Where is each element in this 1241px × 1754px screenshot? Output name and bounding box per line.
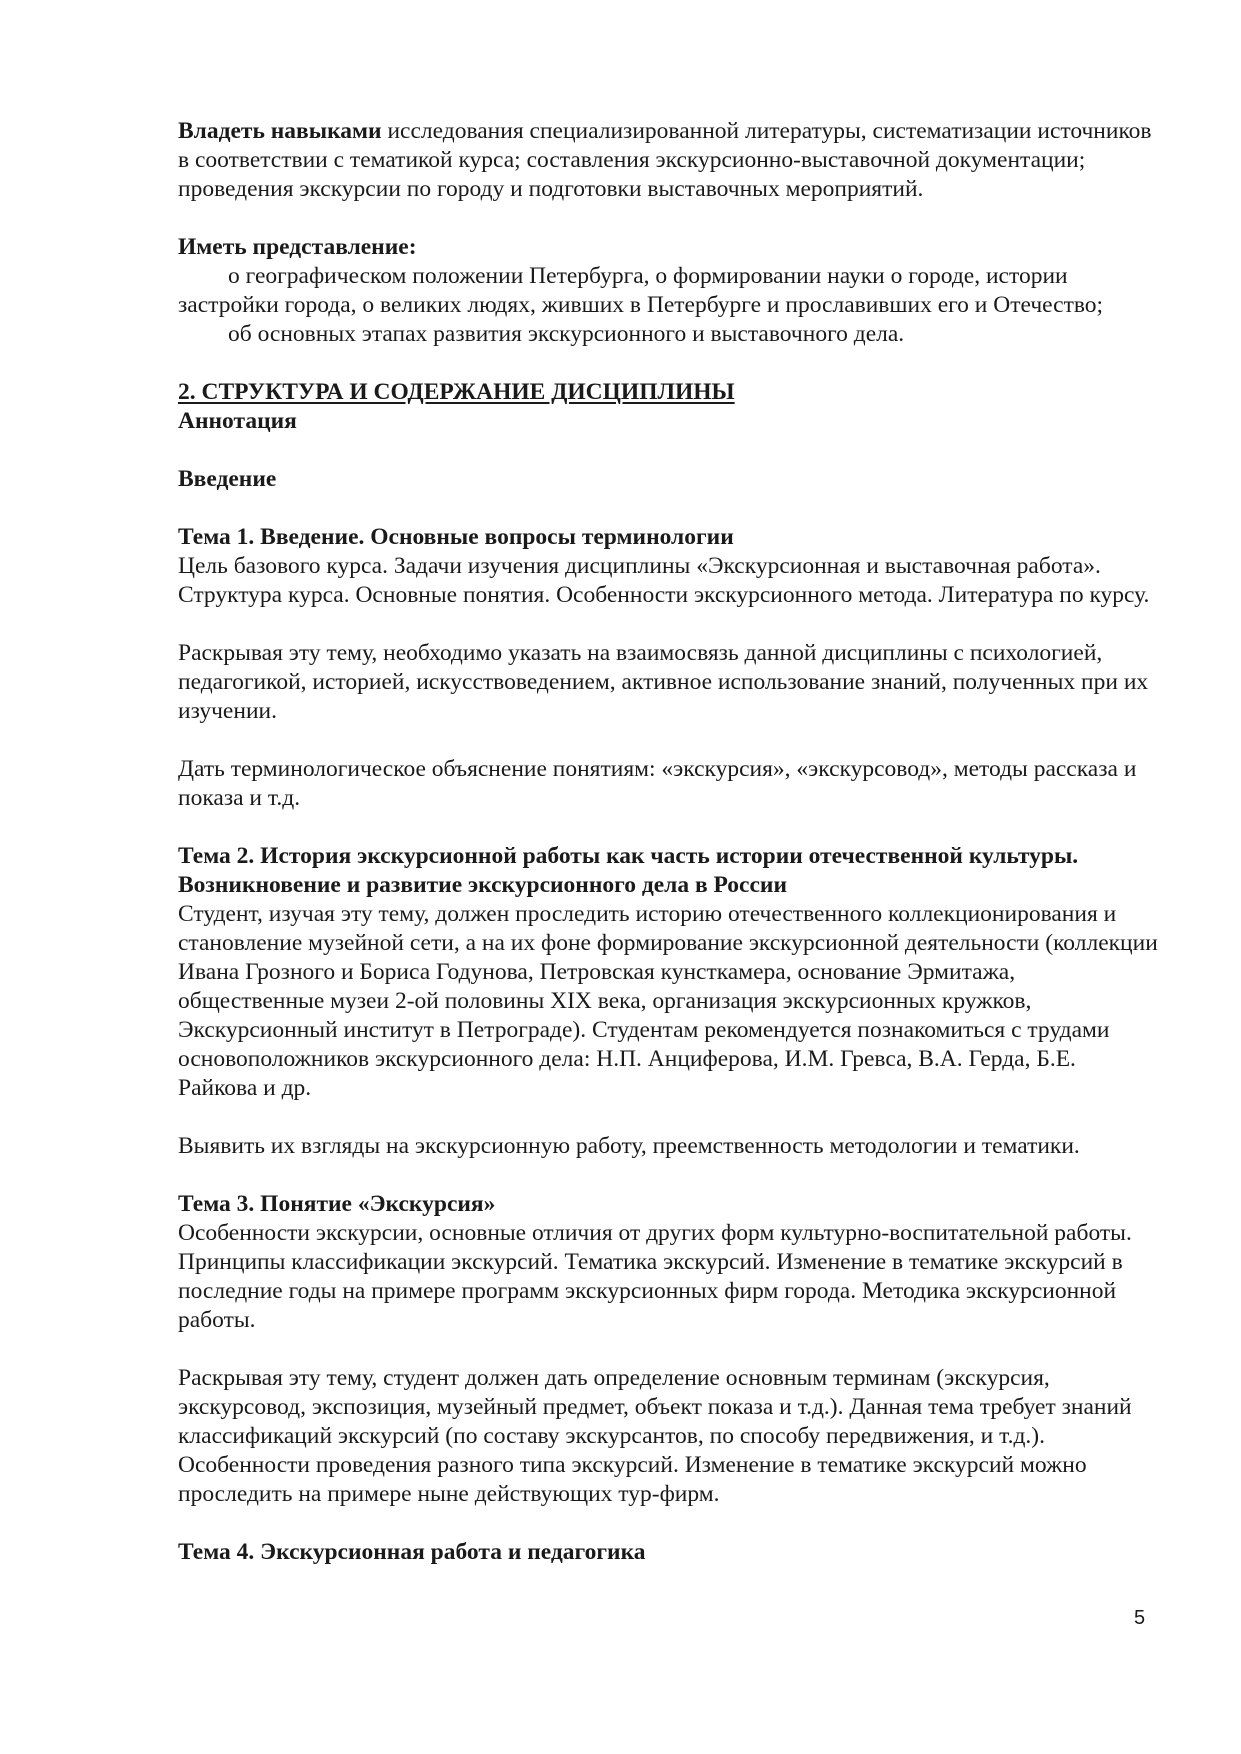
skills-text: исследования специализированной литературы, систематизации источников в соответствии с тематикой курса; составления экскурсионно-выставочной документации; проведения экскурсии по городу и подготовки выставочных мероприятий. bbox=[178, 118, 1152, 202]
topic-2-paragraph-2: Выявить их взгляды на экскурсионную работу, преемственность методологии и тематики. bbox=[178, 1133, 1080, 1159]
skills-lead: Владеть навыками bbox=[178, 118, 382, 144]
topic-1-title: Тема 1. Введение. Основные вопросы терминологии bbox=[178, 524, 734, 550]
topic-1-paragraph-3: Дать терминологическое объяснение понятиям: «экскурсия», «экскурсовод», методы рассказа и показа и т.д. bbox=[178, 756, 1137, 811]
topic-1-paragraph-2: Раскрывая эту тему, необходимо указать на взаимосвязь данной дисциплины с психологией, педагогикой, историей, искусствоведением, активное использование знаний, полученных при их изучении. bbox=[178, 640, 1149, 724]
topic-2-paragraph-1: Студент, изучая эту тему, должен проследить историю отечественного коллекционирования и становление музейной сети, а на их фоне формирование экскурсионной деятельности (коллекции Ивана Грозного и Бориса Годунова, Петровская кунсткамера, основание Эрмитажа, общественные музеи 2-ой половины XIX века, организация экскурсионных кружков, Экскурсионный институт в Петрограде). Студентам рекомендуется познакомиться с трудами основоположников экскурсионного дела: Н.П. Анциферова, И.М. Гревса, В.А. Герда, Б.Е. Райкова и др. bbox=[178, 901, 1158, 1101]
intro-heading: Введение bbox=[178, 466, 277, 492]
topic-2-title: Тема 2. История экскурсионной работы как часть истории отечественной культуры. Возникновение и развитие экскурсионного дела в России bbox=[178, 843, 1079, 898]
page-content bbox=[178, 117, 1158, 1567]
idea-paragraph-2: об основных этапах развития экскурсионного и выставочного дела. bbox=[228, 321, 905, 347]
section-title: 2. СТРУКТУРА И СОДЕРЖАНИЕ ДИСЦИПЛИНЫ bbox=[178, 379, 735, 405]
topic-1-paragraph-1: Цель базового курса. Задачи изучения дисциплины «Экскурсионная и выставочная работа». Структура курса. Основные понятия. Особенности экскурсионного метода. Литература по курсу. bbox=[178, 553, 1150, 608]
topic-4-title: Тема 4. Экскурсионная работа и педагогика bbox=[178, 1539, 646, 1565]
topic-3-paragraph-2: Раскрывая эту тему, студент должен дать определение основным терминам (экскурсия, экскурсовод, экспозиция, музейный предмет, объект показа и т.д.). Данная тема требует знаний классификаций экскурсий (по составу экскурсантов, по способу передвижения, и т.д.). Особенности проведения разного типа экскурсий. Изменение в тематике экскурсий можно проследить на примере ныне действующих тур-фирм. bbox=[178, 1365, 1132, 1507]
annotation-heading: Аннотация bbox=[178, 408, 297, 434]
idea-paragraph-1: о географическом положении Петербурга, о формировании науки о городе, истории застройки города, о великих людях, живших в Петербурге и прославивших его и Отечество; bbox=[178, 263, 1104, 318]
skills-paragraph bbox=[178, 117, 1158, 204]
topic-3-title: Тема 3. Понятие «Экскурсия» bbox=[178, 1191, 496, 1217]
page-number: 5 bbox=[1134, 1607, 1146, 1629]
idea-heading: Иметь представление: bbox=[178, 234, 417, 260]
topic-3-paragraph-1: Особенности экскурсии, основные отличия от других форм культурно-воспитательной работы. Принципы классификации экскурсий. Тематика экскурсий. Изменение в тематике экскурсий в последние годы на примере программ экскурсионных фирм города. Методика экскурсионной работы. bbox=[178, 1220, 1132, 1333]
